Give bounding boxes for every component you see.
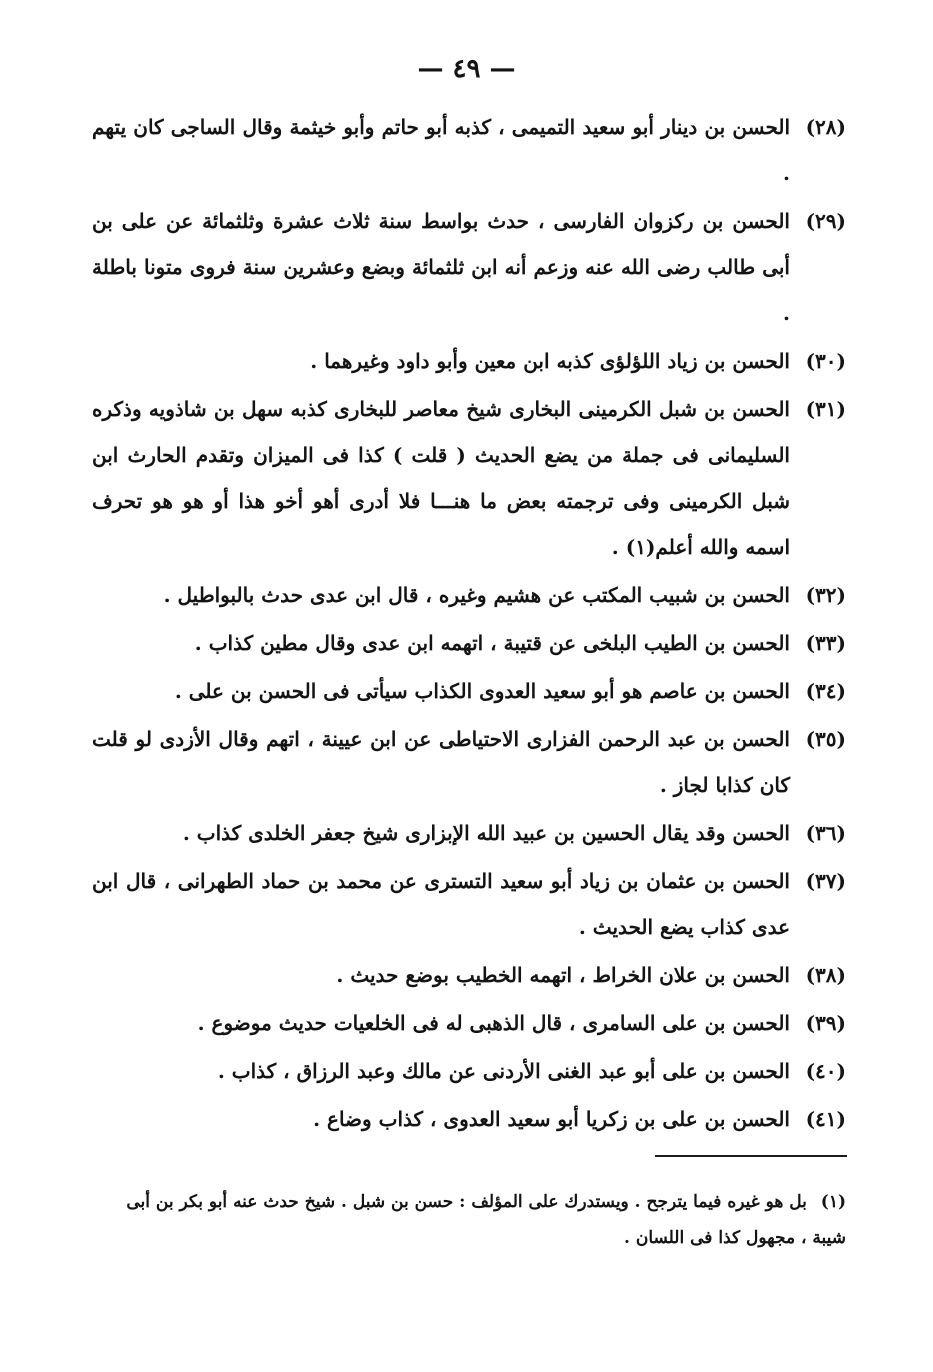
footnote-number: (١) (820, 1192, 846, 1212)
entry-number: (٢٩) (805, 209, 846, 233)
entry-number: (٣٦) (805, 821, 846, 845)
entry-number: (٤١) (805, 1107, 846, 1131)
entry-number: (٣٢) (805, 583, 846, 607)
entry-text: الحسن بن على أبو عبد الغنى الأردنى عن مالك وعبد الرزاق ، كذاب . (217, 1059, 790, 1083)
entry-37 (92, 858, 846, 950)
entry-29 (92, 198, 846, 336)
page-number: — ٤٩ — (417, 54, 516, 84)
entry-number: (٣٩) (805, 1011, 846, 1035)
entry-number: (٣٠) (805, 349, 846, 373)
entry-text: الحسن بن عثمان بن زياد أبو سعيد التسترى عن محمد بن حماد الطهرانى ، قال ابن عدى كذاب يضع الحديث . (92, 869, 790, 939)
entry-32 (92, 572, 846, 618)
entry-number: (٤٠) (805, 1059, 846, 1083)
entry-number: (٣١) (805, 397, 846, 421)
entry-text: الحسن بن شبيب المكتب عن هشيم وغيره ، قال ابن عدى حدث بالبواطيل . (163, 583, 790, 607)
entry-35 (92, 716, 846, 808)
entry-text: الحسن بن شبل الكرمينى البخارى شيخ معاصر للبخارى كذبه سهل بن شاذويه وذكره السليمانى فى جملة من يضع الحديث ( قلت ) كذا فى الميزان وتقدم الحارث ابن شبل الكرمينى وفى ترجمته بعض ما هنـــا فلا أدرى أهو أخو هذا أو هو هو تحرف اسمه والله أعلم(١) . (92, 397, 790, 559)
entry-text: الحسن بن ركزوان الفارسى ، حدث بواسط سنة ثلاث عشرة وثلثمائة عن على بن أبى طالب رضى الله عنه وزعم أنه ابن ثلثمائة وبضع وعشرين سنة فروى متونا باطلة . (92, 209, 790, 325)
entry-text: الحسن بن زياد اللؤلؤى كذبه ابن معين وأبو داود وغيرهما . (310, 349, 790, 373)
entry-text: الحسن بن عاصم هو أبو سعيد العدوى الكذاب سيأتى فى الحسن بن على . (174, 679, 790, 703)
entry-number: (٣٥) (805, 727, 846, 751)
entries-list (92, 104, 846, 1144)
entry-number: (٢٨) (805, 115, 846, 139)
entry-31 (92, 386, 846, 570)
entry-40 (92, 1048, 846, 1094)
footnote-divider (655, 1155, 847, 1157)
entry-34 (92, 668, 846, 714)
footnote-text: بل هو غيره فيما يترجح . ويستدرك على المؤلف : حسن بن شبل . شيخ حدث عنه أبو بكر بن أبى شيبة ، مجهول كذا فى اللسان . (126, 1192, 846, 1248)
entry-41 (92, 1096, 846, 1142)
entry-39 (92, 1000, 846, 1046)
entry-38 (92, 952, 846, 998)
entry-text: الحسن بن الطيب البلخى عن قتيبة ، اتهمه ابن عدى وقال مطين كذاب . (194, 631, 790, 655)
entry-text: الحسن بن عبد الرحمن الفزارى الاحتياطى عن ابن عيينة ، اتهم وقال الأزدى لو قلت كان كذابا لجاز . (92, 727, 790, 797)
entry-text: الحسن بن على بن زكريا أبو سعيد العدوى ، كذاب وضاع . (313, 1107, 790, 1131)
entry-text: الحسن بن علان الخراط ، اتهمه الخطيب بوضع حديث . (336, 963, 790, 987)
entry-text: الحسن بن على السامرى ، قال الذهبى له فى الخلعيات حديث موضوع . (197, 1011, 790, 1035)
entry-text: الحسن وقد يقال الحسين بن عبيد الله الإبزارى شيخ جعفر الخلدى كذاب . (182, 821, 790, 845)
entry-number: (٣٤) (805, 679, 846, 703)
entry-number: (٣٣) (805, 631, 846, 655)
entry-28 (92, 104, 846, 196)
footnote (92, 1184, 846, 1256)
entry-30 (92, 338, 846, 384)
entry-36 (92, 810, 846, 856)
entry-33 (92, 620, 846, 666)
entry-text: الحسن بن دينار أبو سعيد التميمى ، كذبه أبو حاتم وأبو خيثمة وقال الساجى كان يتهم . (92, 115, 790, 185)
entry-number: (٣٨) (805, 963, 846, 987)
entry-number: (٣٧) (805, 869, 846, 893)
